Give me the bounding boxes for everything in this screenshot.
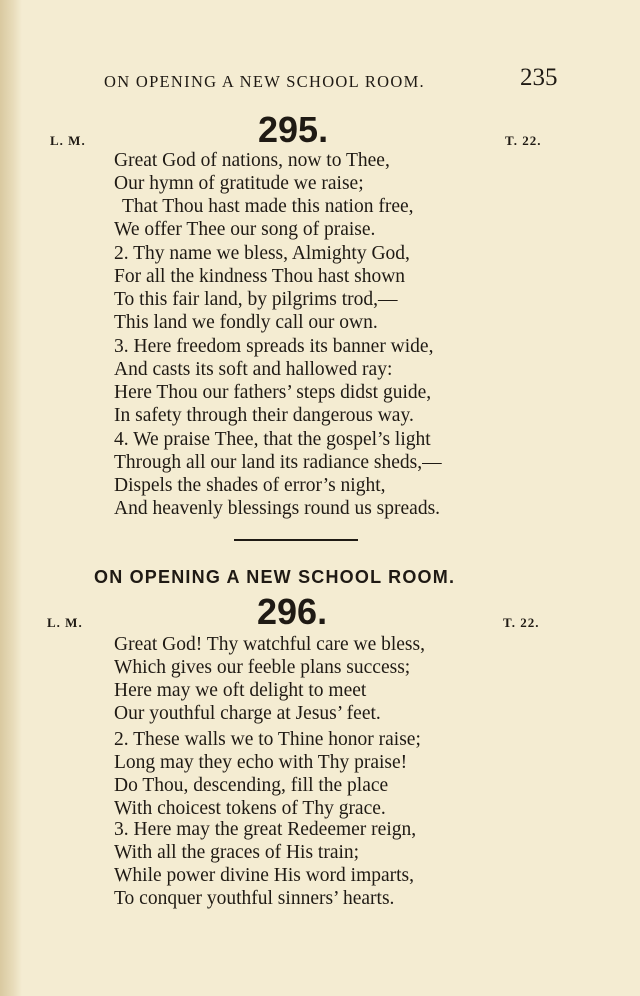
- section-heading: ON OPENING A NEW SCHOOL ROOM.: [94, 567, 456, 587]
- verse-line: To conquer youthful sinners’ hearts.: [114, 888, 395, 909]
- verse-line: With all the graces of His train;: [114, 842, 360, 863]
- verse-line: Here may we oft delight to meet: [114, 680, 367, 701]
- verse-line: For all the kindness Thou hast shown: [114, 266, 406, 287]
- verse-line: We offer Thee our song of praise.: [114, 219, 376, 240]
- page-edge-shading: [0, 0, 22, 996]
- verse-line: And casts its soft and hallowed ray:: [114, 359, 393, 380]
- hymn-296-stanza-2: [114, 728, 421, 820]
- hymn-296-tune: T. 22.: [503, 615, 540, 630]
- verse-line: Our youthful charge at Jesus’ feet.: [114, 703, 381, 724]
- verse-line: 2. These walls we to Thine honor raise;: [114, 729, 421, 750]
- verse-line: 3. Here may the great Redeemer reign,: [114, 819, 417, 840]
- verse-line: Here Thou our fathers’ steps didst guide,: [114, 382, 432, 403]
- verse-line: Do Thou, descending, fill the place: [114, 775, 389, 796]
- page-number: 235: [520, 64, 558, 91]
- hymn-296-meter: L. M.: [47, 615, 83, 630]
- hymn-296-stanza-1: [114, 633, 425, 725]
- hymn-295-stanza-4: [114, 428, 442, 520]
- verse-line: That Thou hast made this nation free,: [122, 196, 414, 217]
- verse-line: Great God of nations, now to Thee,: [114, 150, 390, 171]
- verse-line: This land we fondly call our own.: [114, 312, 378, 333]
- running-head: ON OPENING A NEW SCHOOL ROOM.: [104, 72, 425, 91]
- hymn-295-meter: L. M.: [50, 133, 86, 148]
- verse-line: Great God! Thy watchful care we bless,: [114, 634, 425, 655]
- verse-line: Which gives our feeble plans success;: [114, 657, 411, 678]
- verse-line: And heavenly blessings round us spreads.: [114, 498, 441, 519]
- verse-line: While power divine His word imparts,: [114, 865, 415, 886]
- hymn-295-number: 295.: [258, 109, 329, 150]
- verse-line: Our hymn of gratitude we raise;: [114, 173, 364, 194]
- hymn-295-tune: T. 22.: [505, 133, 542, 148]
- verse-line: Long may they echo with Thy praise!: [114, 752, 408, 773]
- verse-line: With choicest tokens of Thy grace.: [114, 798, 386, 819]
- hymn-295-stanza-1: [114, 149, 414, 241]
- hymn-295-stanza-2: [114, 242, 410, 334]
- hymn-296-number: 296.: [257, 591, 328, 632]
- verse-line: Dispels the shades of error’s night,: [114, 475, 386, 496]
- verse-line: Through all our land its radiance sheds,—: [114, 452, 442, 473]
- verse-line: 3. Here freedom spreads its banner wide,: [114, 336, 434, 357]
- section-divider: [234, 539, 358, 541]
- verse-line: In safety through their dangerous way.: [114, 405, 414, 426]
- hymn-296-stanza-3: [114, 818, 416, 910]
- verse-line: To this fair land, by pilgrims trod,—: [114, 289, 398, 310]
- hymn-295-stanza-3: [114, 335, 433, 427]
- verse-line: 4. We praise Thee, that the gospel’s light: [114, 429, 431, 450]
- verse-line: 2. Thy name we bless, Almighty God,: [114, 243, 410, 264]
